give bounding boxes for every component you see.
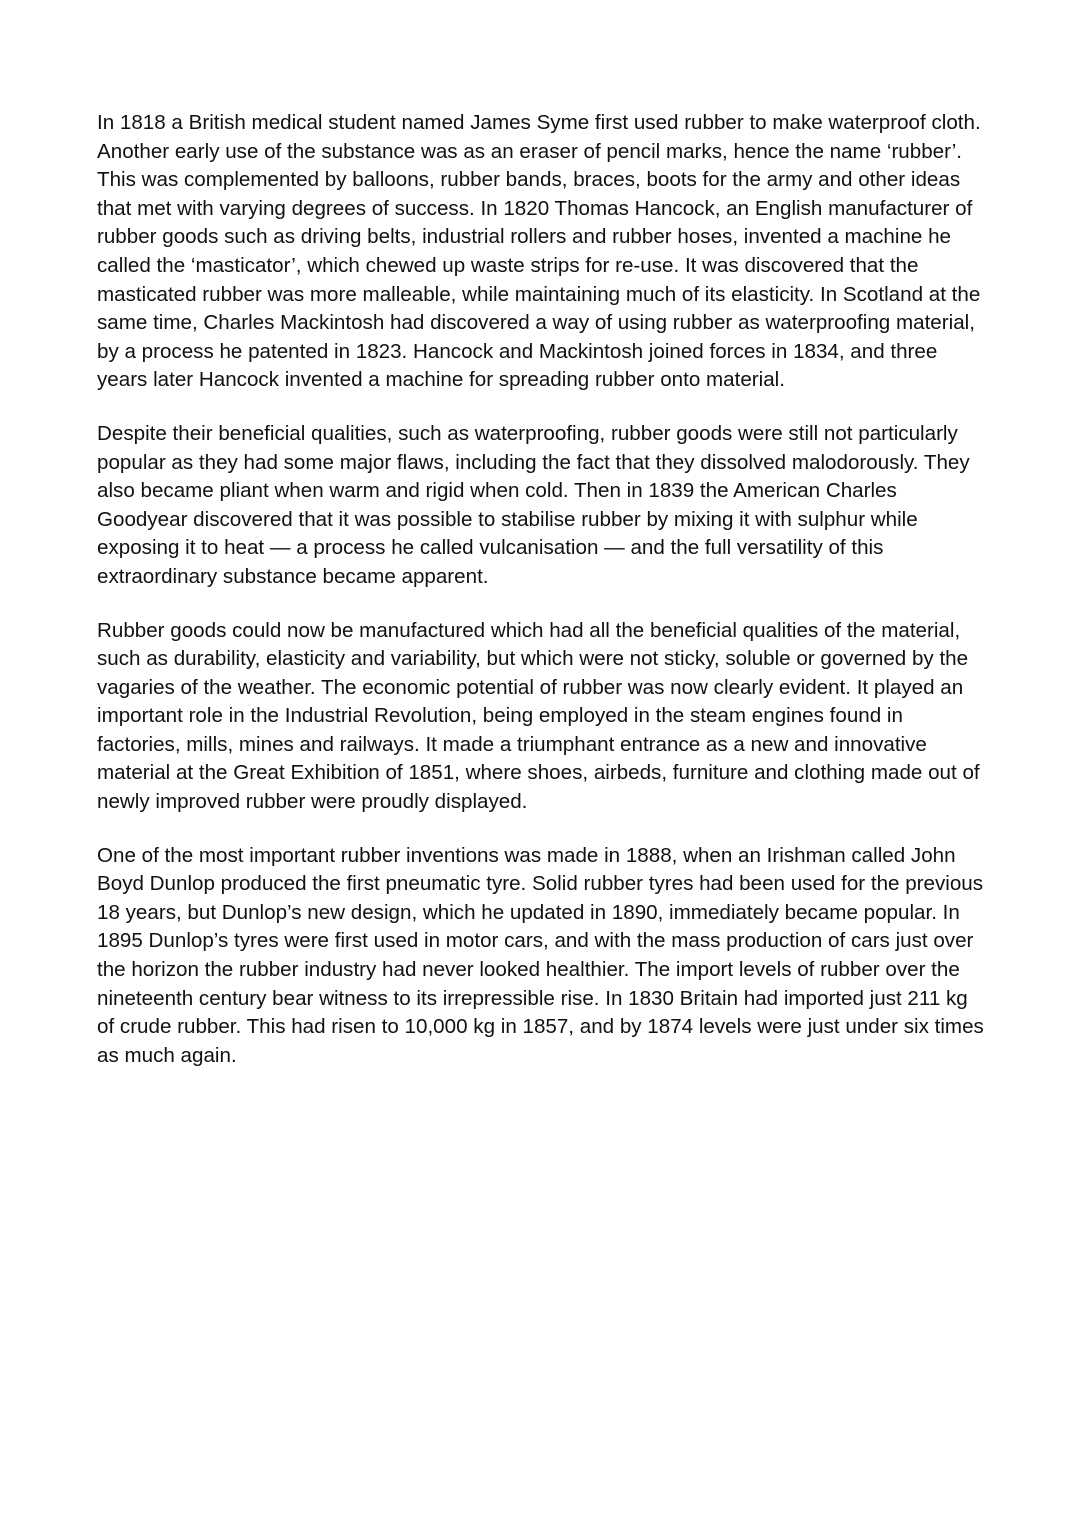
paragraph-2: Despite their beneficial qualities, such as waterproofing, rubber goods were still not particularly popular as they had some major flaws, including the fact that they dissolved malodorously. They also became pliant when warm and rigid when cold. Then in 1839 the American Charles Goodyear discovered that it was possible to stabilise rubber by mixing it with sulphur while exposing it to heat — a process he called vulcanisation — and the full versatility of this extraordinary substance became apparent. [97, 421, 970, 588]
paragraph-3: Rubber goods could now be manufactured which had all the beneficial qualities of the material, such as durability, elasticity and variability, but which were not sticky, soluble or governed by the vagaries of the weather. The economic potential of rubber was now clearly evident. It played an important role in the Industrial Revolution, being employed in the steam engines found in factories, mills, mines and railways. It made a triumphant entrance as a new and innovative material at the Great Exhibition of 1851, where shoes, airbeds, furniture and clothing made out of newly improved rubber were proudly displayed. [97, 618, 980, 814]
paragraph-1: In 1818 a British medical student named James Syme first used rubber to make waterproof cloth. Another early use of the substance was as an eraser of pencil marks, hence the name ‘rubber’. This was complemented by balloons, rubber bands, braces, boots for the army and other ideas that met with varying degrees of success. In 1820 Thomas Hancock, an English manufacturer of rubber goods such as driving belts, industrial rollers and rubber hoses, invented a machine he called the ‘masticator’, which chewed up waste strips for re-use. It was discovered that the masticated rubber was more malleable, while maintaining much of its elasticity. In Scotland at the same time, Charles Mackintosh had discovered a way of using rubber as waterproofing material, by a process he patented in 1823. Hancock and Mackintosh joined forces in 1834, and three years later Hancock invented a machine for spreading rubber onto material. [97, 111, 981, 392]
paragraph-4: One of the most important rubber inventions was made in 1888, when an Irishman called John Boyd Dunlop produced the first pneumatic tyre. Solid rubber tyres had been used for the previous 18 years, but Dunlop’s new design, which he updated in 1890, immediately became popular. In 1895 Dunlop’s tyres were first used in motor cars, and with the mass production of cars just over the horizon the rubber industry had never looked healthier. The import levels of rubber over the nineteenth century bear witness to its irrepressible rise. In 1830 Britain had imported just 211 kg of crude rubber. This had risen to 10,000 kg in 1857, and by 1874 levels were just under six times as much again. [97, 843, 984, 1067]
body-text [97, 109, 985, 1095]
